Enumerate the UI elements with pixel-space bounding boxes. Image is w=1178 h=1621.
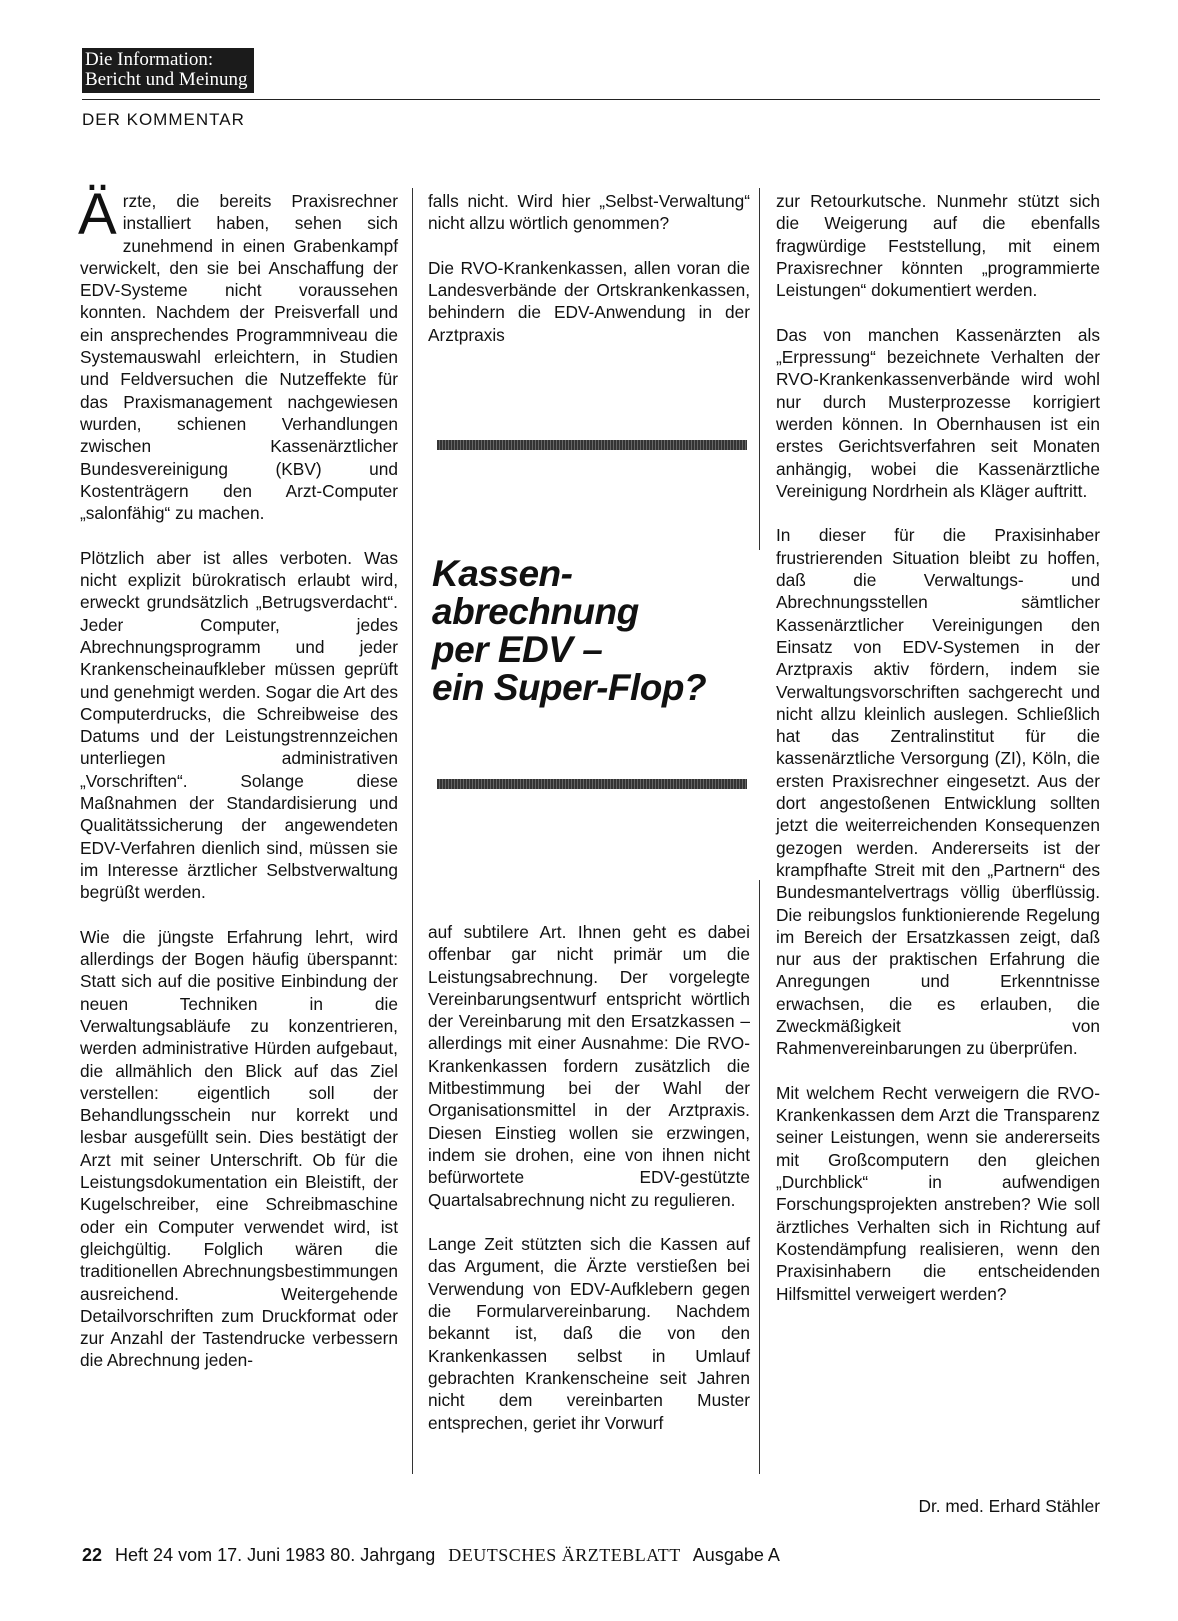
article-column-2-bottom: [428, 921, 750, 1456]
headline-line: per EDV –: [432, 629, 603, 670]
paragraph: falls nicht. Wird hier „Selbst-Verwaltung“ nicht allzu wörtlich genommen?: [428, 191, 750, 234]
author-signature: Dr. med. Erhard Stähler: [918, 1496, 1100, 1516]
headline-top-bar: [437, 440, 747, 450]
column-divider: [759, 880, 760, 1474]
headline-line: abrechnung: [432, 591, 639, 632]
edition: Ausgabe A: [692, 1545, 780, 1565]
paragraph: Ärzte, die bereits Praxisrechner installiert haben, sehen sich zunehmend in einen Grabenkampf verwickelt, den sie bei Anschaffung der EDV-Systeme nicht voraussehen konnten. Nachdem der Preisverfall und ein ansprechendes Programmniveau die Systemauswahl erleichtern, in Studien und Feldversuchen die Nutzeffekte für das Praxismanagement nachgewiesen wurden, schienen Verhandlungen zwischen Kassenärztlicher Bundesvereinigung (KBV) und Kostenträgern den Arzt-Computer „salonfähig“ zu machen.: [78, 182, 398, 524]
paragraph: auf subtilere Art. Ihnen geht es dabei offenbar gar nicht primär um die Leistungsabrechnung. Der vorgelegte Vereinbarungsentwurf entspricht wörtlich der Vereinbarung mit den Ersatzkassen – allerdings mit einer Ausnahme: Die RVO-Krankenkassen fordern zusätzlich die Mitbestimmung bei der Wahl der Organisationsmittel in der Arztpraxis. Diesen Einstieg wollen sie erzwingen, indem sie drohen, eine von ihnen nicht befürwortete EDV-gestützte Quartalsabrechnung nicht zu regulieren.: [428, 922, 750, 1210]
paragraph: Das von manchen Kassenärzten als „Erpressung“ bezeichnete Verhalten der RVO-Krankenkassenverbände wird wohl nur durch Musterprozesse korrigiert werden können. In Obernhausen ist ein erstes Gerichtsverfahren seit Monaten anhängig, wobei die Kassenärztliche Vereinigung Nordrhein als Kläger auftritt.: [776, 324, 1100, 501]
paragraph: In dieser für die Praxisinhaber frustrierenden Situation bleibt zu hoffen, daß die Verwaltungs- und Abrechnungsstellen sämtlicher Kassenärztlicher Vereinigungen den Einsatz von EDV-Systemen in der Arztpraxis aktiv fördern, indem sie Verwaltungsvorschriften sachgerecht und nicht allzu kleinlich auslegen. Schließlich hat das Zentralinstitut für die kassenärztliche Versorgung (ZI), Köln, die ersten Praxisrechner eingesetzt. Aus der dort angestoßenen Entwicklung sollten jetzt die weiterreichenden Konsequenzen gezogen werden. Andererseits ist der krampfhafte Streit mit den „Partnern“ des Bundesmantelvertrags völlig überflüssig. Die reibungslos funktionierende Regelung im Bereich der Ersatzkassen zeigt, daß nur aus der praktischen Erfahrung die Anregungen und Erkenntnisse erwachsen, die es erlauben, die Zweckmäßigkeit von Rahmenvereinbarungen zu überprüfen.: [776, 525, 1100, 1059]
section-label: DER KOMMENTAR: [82, 110, 245, 129]
headline: [432, 555, 752, 707]
page-footer: [82, 1545, 780, 1566]
headline-line: ein Super-Flop?: [432, 667, 707, 708]
journal-name: DEUTSCHES ÄRZTEBLATT: [448, 1545, 681, 1565]
header-line-1: Die Information:: [85, 49, 214, 70]
section-header-box: [82, 48, 254, 93]
paragraph: Die RVO-Krankenkassen, allen voran die Landesverbände der Ortskrankenkassen, behindern die EDV-Anwendung in der Arztpraxis: [428, 257, 750, 345]
paragraph: Mit welchem Recht verweigern die RVO-Krankenkassen dem Arzt die Transparenz seiner Leistungen, wenn sie andererseits mit Großcomputern den gleichen „Durchblick“ in aufwendigen Forschungsprojekten anstreben? Wie soll ärztliches Verhalten sich in Richtung auf Kostendämpfung realisieren, wenn den Praxisinhabern die entscheidenden Hilfsmittel verweigert werden?: [776, 1082, 1100, 1304]
article-column-1: [78, 182, 398, 1394]
article-column-2-top: [428, 190, 750, 368]
dropcap: Ä: [78, 182, 117, 247]
page-number: 22: [82, 1545, 103, 1565]
headline-bottom-bar: [437, 779, 747, 789]
headline-line: Kassen-: [432, 553, 573, 594]
column-divider: [412, 188, 413, 1474]
article-column-3: [776, 190, 1100, 1327]
paragraph: Wie die jüngste Erfahrung lehrt, wird allerdings der Bogen häufig überspannt: Statt sich auf die positive Einbindung der neuen Techniken in die Verwaltungsabläufe zu konzentrieren, werden administrative Hürden aufgebaut, die allmählich den Blick auf das Ziel verstellen: eigentlich soll der Behandlungsschein nur korrekt und lesbar ausgefüllt sein. Dies bestätigt der Arzt mit seiner Unterschrift. Ob für die Leistungsdokumentation ein Bleistift, der Kugelschreiber, eine Schreibmaschine oder ein Computer verwendet wird, ist gleichgültig. Folglich wären die traditionellen Abrechnungsbestimmungen ausreichend. Weitergehende Detailvorschriften zum Druckformat oder zur Anzahl der Tastendrucke verbessern die Abrechnung jeden-: [80, 926, 398, 1371]
issue-info: Heft 24 vom 17. Juni 1983 80. Jahrgang: [115, 1545, 436, 1565]
column-divider: [759, 188, 760, 550]
paragraph: zur Retourkutsche. Nunmehr stützt sich die Weigerung auf die ebenfalls fragwürdige Feststellung, mit einem Praxisrechner könnten „programmierte Leistungen“ dokumentiert werden.: [776, 191, 1100, 301]
paragraph: Lange Zeit stützten sich die Kassen auf das Argument, die Ärzte verstießen bei Verwendung von EDV-Aufklebern gegen die Formularvereinbarung. Nachdem bekannt ist, daß die von den Krankenkassen selbst in Umlauf gebrachten Krankenscheine seit Jahren nicht dem vereinbarten Muster entsprechen, geriet ihr Vorwurf: [428, 1234, 750, 1433]
top-rule: [82, 99, 1100, 100]
paragraph: Plötzlich aber ist alles verboten. Was nicht explizit bürokratisch erlaubt wird, erweckt grundsätzlich „Betrugsverdacht“. Jeder Computer, jedes Abrechnungsprogramm und jeder Krankenscheinaufkleber müssen geprüft und genehmigt werden. Sogar die Art des Computerdrucks, die Schreibweise des Datums und der Leistungstrennzeichen unterliegen administrativen „Vorschriften“. Solange diese Maßnahmen der Standardisierung und Qualitätssicherung der angewendeten EDV-Verfahren dienlich sind, müssen sie im Interesse ärztlicher Selbstverwaltung begrüßt werden.: [80, 547, 398, 903]
header-line-2: Bericht und Meinung: [85, 69, 248, 90]
